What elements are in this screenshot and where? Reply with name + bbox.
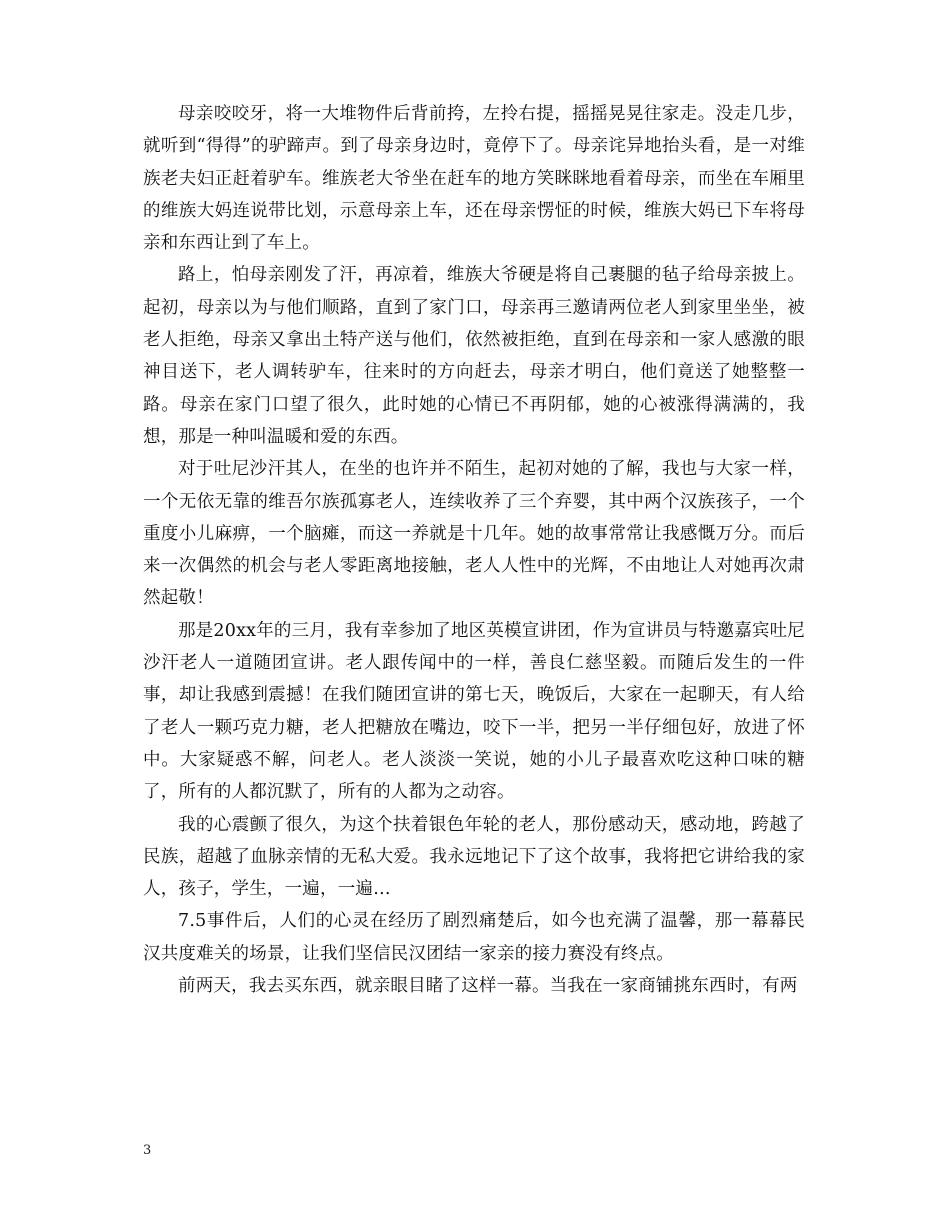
body-text xyxy=(143,98,805,1002)
paragraph: 对于吐尼沙汗其人，在坐的也许并不陌生，起初对她的了解，我也与大家一样，一个无依无靠的维吾尔族孤寡老人，连续收养了三个弃婴，其中两个汉族孩子，一个重度小儿麻痹，一个脑瘫，而这一养就是十几年。她的故事常常让我感慨万分。而后来一次偶然的机会与老人零距离地接触，老人人性中的光辉，不由地让人对她再次肃然起敬！ xyxy=(143,459,805,609)
paragraph: 前两天，我去买东西，就亲眼目睹了这样一幕。当我在一家商铺挑东西时，有两 xyxy=(178,976,798,997)
paragraph: 7.5事件后，人们的心灵在经历了剧烈痛楚后，如今也充满了温馨，那一幕幕民汉共度难关的场景，让我们坚信民汉团结一家亲的接力赛没有终点。 xyxy=(143,911,805,964)
paragraph: 我的心震颤了很久，为这个扶着银色年轮的老人，那份感动天，感动地，跨越了民族，超越了血脉亲情的无私大爱。我永远地记下了这个故事，我将把它讲给我的家人，孩子，学生，一遍，一遍… xyxy=(143,814,805,900)
page-number: 3 xyxy=(143,1143,152,1158)
paragraph: 那是20xx年的三月，我有幸参加了地区英模宣讲团，作为宣讲员与特邀嘉宾吐尼沙汗老人一道随团宣讲。老人跟传闻中的一样，善良仁慈坚毅。而随后发生的一件事，却让我感到震撼！在我们随团宣讲的第七天，晚饭后，大家在一起聊天，有人给了老人一颗巧克力糖，老人把糖放在嘴边，咬下一半，把另一半仔细包好，放进了怀中。大家疑惑不解，问老人。老人淡淡一笑说，她的小儿子最喜欢吃这种口味的糖了，所有的人都沉默了，所有的人都为之动容。 xyxy=(143,620,805,803)
paragraph: 路上，怕母亲刚发了汗，再凉着，维族大爷硬是将自己裹腿的毡子给母亲披上。起初，母亲以为与他们顺路，直到了家门口，母亲再三邀请两位老人到家里坐坐，被老人拒绝，母亲又拿出土特产送与他们，依然被拒绝，直到在母亲和一家人感激的眼神目送下，老人调转驴车，往来时的方向赶去，母亲才明白，他们竟送了她整整一路。母亲在家门口望了很久，此时她的心情已不再阴郁，她的心被涨得满满的，我想，那是一种叫温暖和爱的东西。 xyxy=(143,265,805,447)
paragraph: 母亲咬咬牙，将一大堆物件后背前挎，左拎右提，摇摇晃晃往家走。没走几步，就听到“得得”的驴蹄声。到了母亲身边时，竟停下了。母亲诧异地抬头看，是一对维族老夫妇正赶着驴车。维族老大爷坐在赶车的地方笑眯眯地看着母亲，而坐在车厢里的维族大妈连说带比划，示意母亲上车，还在母亲愣怔的时候，维族大妈已下车将母亲和东西让到了车上。 xyxy=(143,104,805,254)
